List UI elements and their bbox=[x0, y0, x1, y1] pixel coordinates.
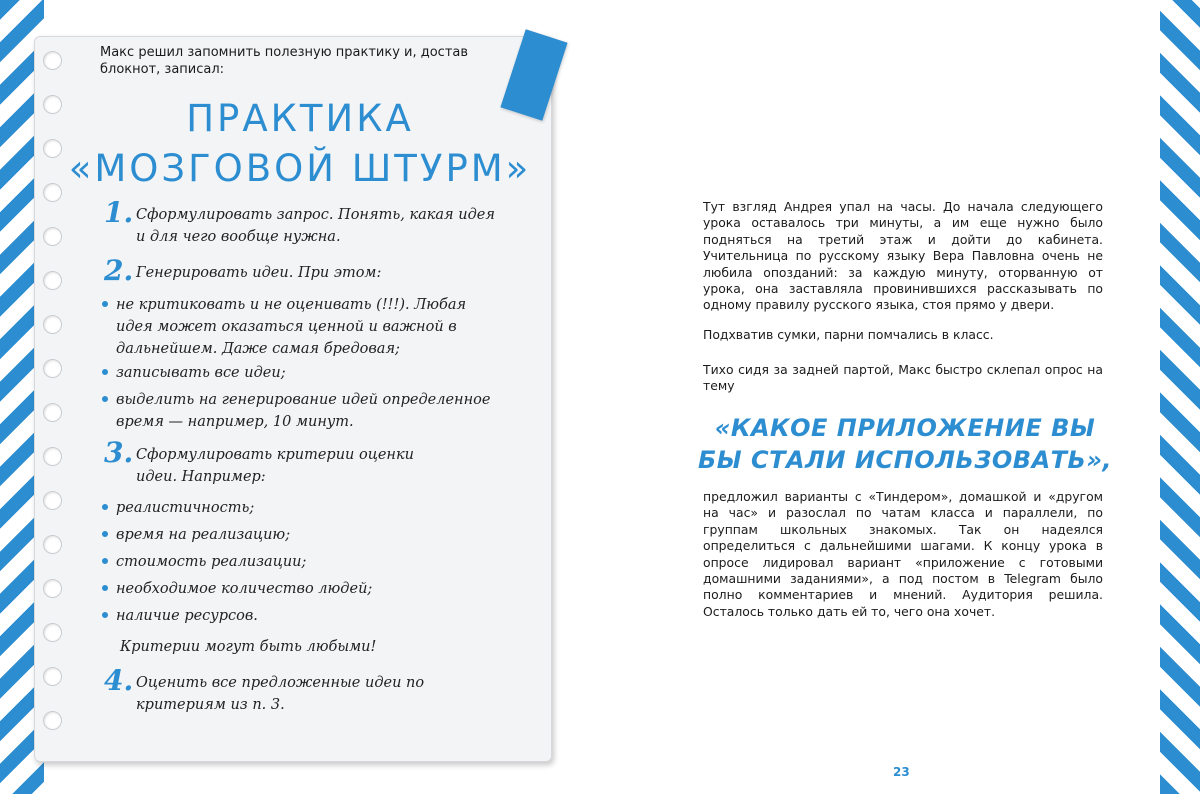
binder-hole bbox=[43, 51, 62, 70]
list-item: реалистичность; bbox=[116, 500, 255, 516]
bullet-dot bbox=[102, 531, 108, 537]
list-item: записывать все идеи; bbox=[116, 365, 286, 381]
paragraph: Тихо сидя за задней партой, Макс быстро склепал опрос на тему bbox=[703, 362, 1103, 394]
step-number: 3. bbox=[104, 436, 134, 469]
list-item: выделить на генерирование идей определенное время — например, 10 минут. bbox=[116, 392, 491, 430]
right-stripe-border bbox=[1160, 0, 1200, 794]
binder-hole bbox=[43, 667, 62, 686]
bullet-dot bbox=[102, 612, 108, 618]
binder-hole bbox=[43, 271, 62, 290]
binder-hole bbox=[43, 491, 62, 510]
step-text: Сформулировать запрос. Понять, какая идея и для чего вообще нужна. bbox=[136, 207, 495, 245]
bullet-dot bbox=[102, 396, 108, 402]
list-item: стоимость реализации; bbox=[116, 554, 307, 570]
criteria-note: Критерии могут быть любыми! bbox=[120, 639, 377, 655]
survey-quote: «КАКОЕ ПРИЛОЖЕНИЕ ВЫ БЫ СТАЛИ ИСПОЛЬЗОВАТЬ», bbox=[697, 414, 1113, 474]
bullet-dot bbox=[102, 301, 108, 307]
title-line-1: ПРАКТИКА bbox=[186, 97, 414, 140]
paragraph: Подхватив сумки, парни помчались в класс. bbox=[703, 327, 994, 342]
binder-hole bbox=[43, 315, 62, 334]
binder-hole bbox=[43, 711, 62, 730]
binder-hole bbox=[43, 535, 62, 554]
step-text: Оценить все предложенные идеи по критериям из п. 3. bbox=[136, 675, 425, 713]
list-item: время на реализацию; bbox=[116, 527, 291, 543]
bullet-dot bbox=[102, 558, 108, 564]
bullet-dot bbox=[102, 504, 108, 510]
binder-hole bbox=[43, 579, 62, 598]
list-item: не критиковать и не оценивать (!!!). Любая идея может оказаться ценной и важной в дальнейшем. Даже самая бредовая; bbox=[116, 297, 467, 357]
notebook-intro: Макс решил запомнить полезную практику и, достав блокнот, записал: bbox=[100, 45, 469, 77]
binder-hole bbox=[43, 403, 62, 422]
paragraph: предложил варианты с «Тиндером», домашкой и «другом на час» и разослал по чатам класса и параллели, по группам школьных знакомых. Так он надеялся определиться с дальнейшими шагами. К концу урока в опросе лидировал вариант «приложение с готовыми домашними заданиями», а под постом в Telegram было полно комментариев и мнений. Аудитория решила. Осталось только дать ей то, чего она хочет. bbox=[703, 489, 1103, 619]
bullet-dot bbox=[102, 369, 108, 375]
step-text: Сформулировать критерии оценки идеи. Например: bbox=[136, 447, 414, 485]
step-number: 4. bbox=[104, 664, 134, 697]
title-line-2: «МОЗГОВОЙ ШТУРМ» bbox=[68, 147, 532, 190]
step-text: Генерировать идеи. При этом: bbox=[136, 265, 382, 281]
binder-hole bbox=[43, 447, 62, 466]
binder-hole bbox=[43, 227, 62, 246]
paragraph: Тут взгляд Андрея упал на часы. До начала следующего урока оставалось три минуты, а им еще нужно было подняться на третий этаж и дойти до кабинета. Учительница по русскому языку Вера Павловна очень не любила опозданий: за каждую минуту, оторванную от урока, она заставляла провинившихся рассказывать по одному правилу русского языка, стоя прямо у двери. bbox=[703, 199, 1103, 313]
binder-hole bbox=[43, 623, 62, 642]
list-item: необходимое количество людей; bbox=[116, 581, 373, 597]
step-number: 1. bbox=[104, 196, 134, 229]
list-item: наличие ресурсов. bbox=[116, 608, 258, 624]
binder-hole bbox=[43, 359, 62, 378]
bullet-dot bbox=[102, 585, 108, 591]
step-number: 2. bbox=[104, 254, 134, 287]
page-number: 23 bbox=[893, 765, 910, 779]
practice-title bbox=[60, 94, 540, 194]
